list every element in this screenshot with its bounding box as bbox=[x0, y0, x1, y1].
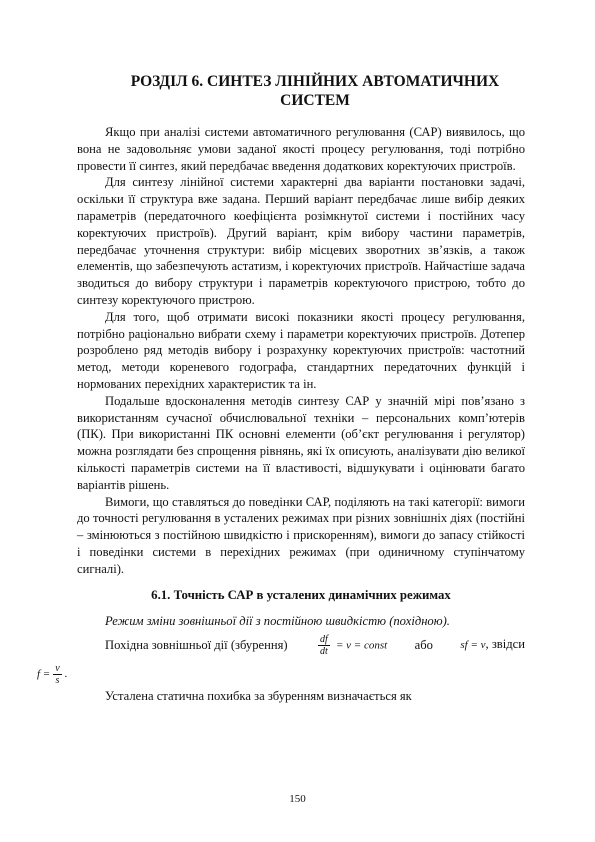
body-text bbox=[37, 124, 525, 705]
paragraph: Для синтезу лінійної системи характерні два варіанти постановки задачі, оскільки її структура вже задана. Перший варіант передбачає лише вибір деяких параметрів (передаточного коефіцієнта розімкнутої системи і постійних часу коректуючих пристроїв). Другий варіант, крім вибору частини параметрів, передбачає уточнення структури: вибір місцевих зворотних зв’язків, а також елементів, що забезпечують астатизм, і коректуючих пристроїв. Найчастіше задача зводиться до вибору структури і параметрів коректуючого пристрою, тобто до синтезу коректуючого пристрою. bbox=[77, 175, 525, 307]
paragraph: Подальше вдосконалення методів синтезу САР у значній мірі пов’язано з використанням сучасної обчислювальної техніки – персональних комп’ютерів (ПК). При використанні ПК основні елементи (об’єкт регулювання і регулятор) можна розглядати без спрощення рівнянь, які їх описують, аналізувати дію великої кількості параметрів системи на її властивості, відшукувати і оцінювати багато варіантів рішень. bbox=[77, 393, 525, 492]
page-number: 150 bbox=[289, 793, 306, 805]
paragraph: Вимоги, що ставляться до поведінки САР, поділяють на такі категорії: вимоги до точності регулювання в усталених режимах при різних зовнішніх діях (постійні – змінюються з постійною швидкістю і прискоренням), вимоги до запасу стійкості і поведінки системи в перехідних режимах (при одиничному ступінчатому сигналі). bbox=[77, 494, 525, 576]
paragraph: Якщо при аналізі системи автоматичного регулювання (САР) виявилось, що вона не задовольняє умови заданої якості процесу регулювання, тоді потрібно провести її синтез, який передбачає введення додаткових коректуючих пристроїв. bbox=[77, 125, 525, 173]
formula-line bbox=[77, 630, 525, 660]
paragraph: Усталена статична похибка за збуренням визначається як bbox=[105, 689, 412, 704]
or-word: або bbox=[414, 637, 433, 652]
derivative-fraction bbox=[318, 634, 330, 657]
formula-equation: = ν = const bbox=[335, 639, 388, 651]
fraction-denominator: dt bbox=[320, 645, 328, 657]
formula-derivative bbox=[315, 634, 387, 657]
chapter-title-line2: СИСТЕМ bbox=[280, 92, 350, 109]
fraction-numerator: df bbox=[320, 633, 328, 645]
formula-suffix: , звідси bbox=[485, 637, 525, 652]
formula-prefix: Похідна зовнішньої дії (збурення) bbox=[105, 637, 288, 652]
chapter-title-line1: РОЗДІЛ 6. СИНТЕЗ ЛІНІЙНИХ АВТОМАТИЧНИХ bbox=[130, 73, 500, 90]
fraction-denominator: s bbox=[55, 674, 60, 686]
paragraph: Для того, щоб отримати високі показники якості процесу регулювання, потрібно раціонально вибрати схему і параметри коректуючих пристроїв. Дотепер розроблено ряд методів вибору і розрахунку коректуючих пристроїв: частотний метод, методи кореневого годографа, стандартних передаточних функцій і нормованих перехідних характеристик та ін. bbox=[77, 309, 525, 391]
formula-f bbox=[37, 660, 525, 688]
formula-sf: sf = ν bbox=[460, 639, 486, 652]
italic-subheading: Режим зміни зовнішньої дії з постійною швидкістю (похідною). bbox=[105, 614, 450, 629]
formula-f-tail: . bbox=[64, 667, 68, 680]
section-title: 6.1. Точність САР в усталених динамічних режимах bbox=[151, 587, 451, 602]
chapter-title bbox=[95, 72, 535, 110]
formula-f-fraction bbox=[53, 663, 61, 686]
formula-f-lhs: f = bbox=[37, 667, 51, 680]
fraction-numerator: ν bbox=[55, 662, 60, 674]
formula-expression bbox=[460, 636, 525, 654]
